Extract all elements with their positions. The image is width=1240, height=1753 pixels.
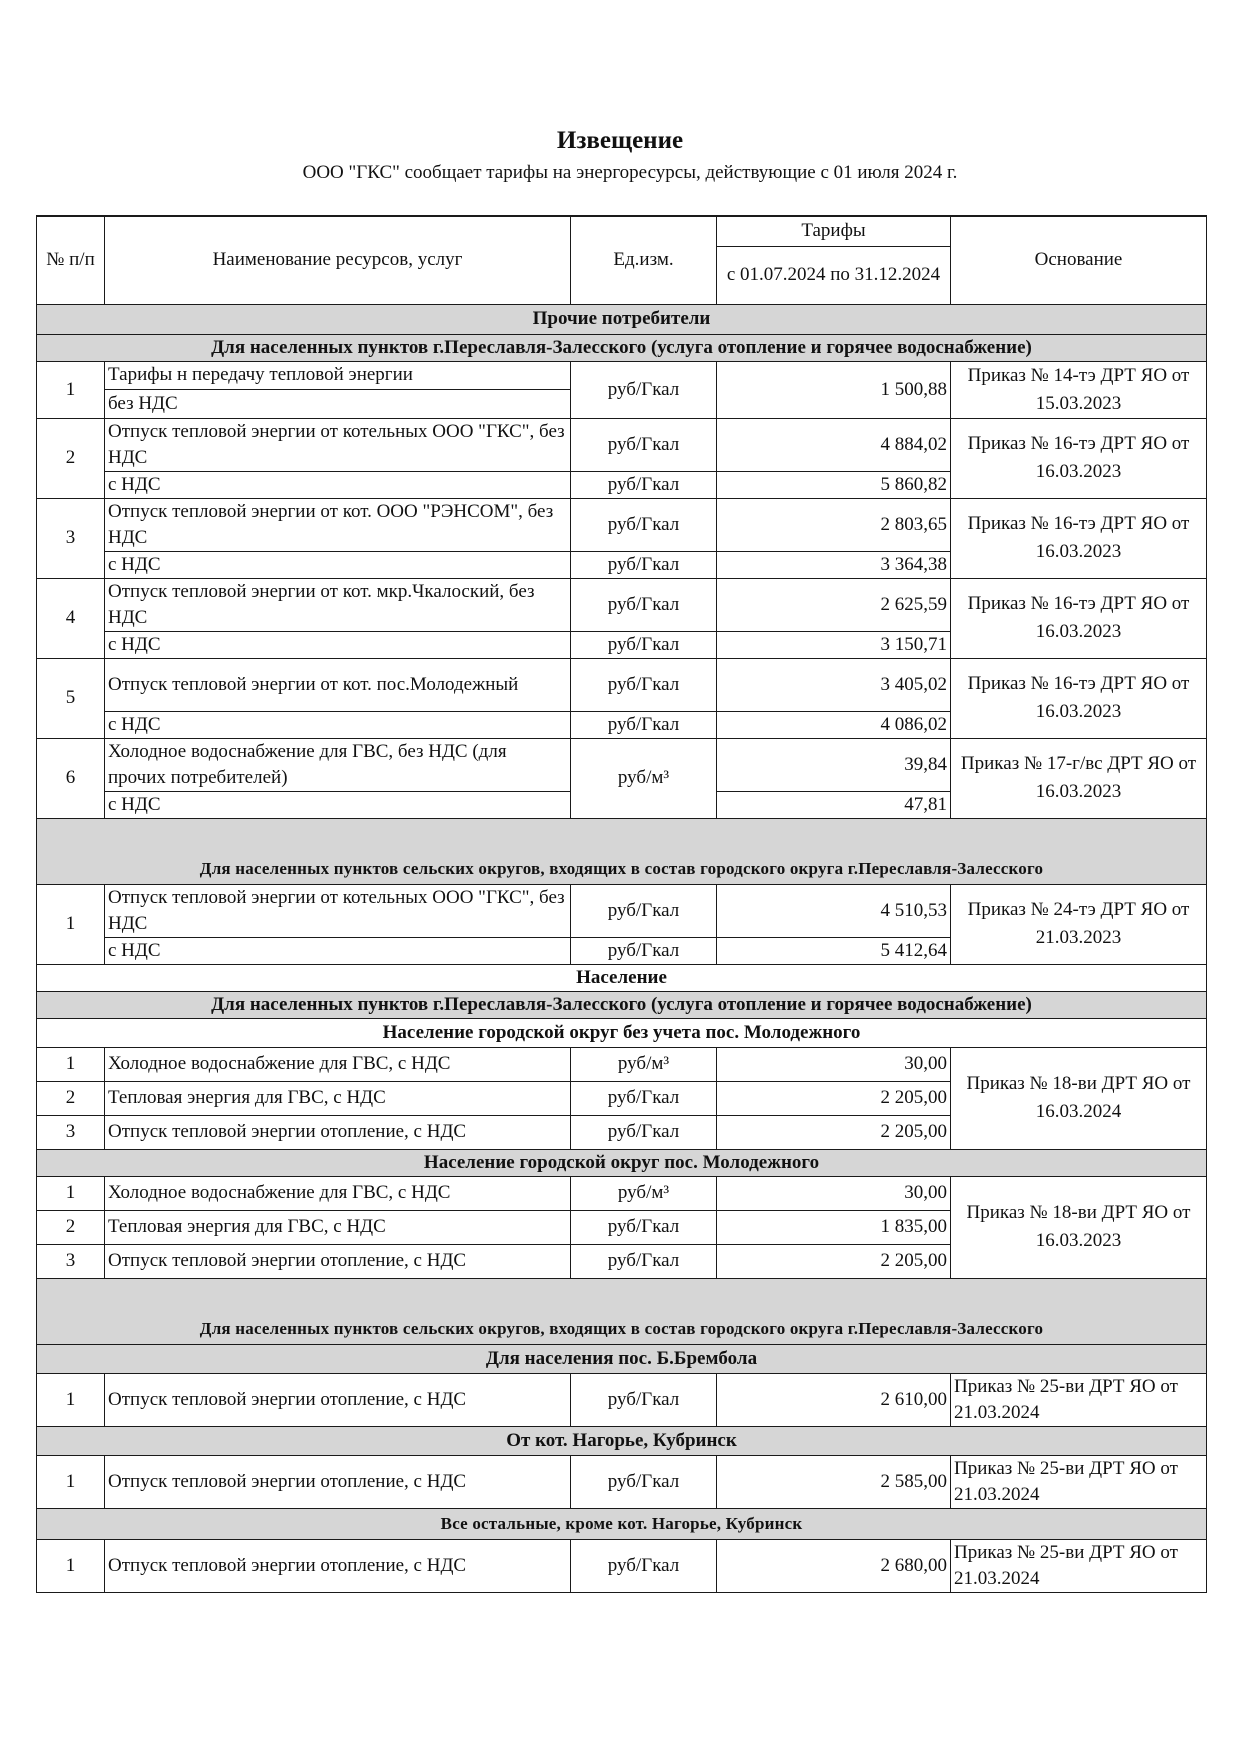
row-name: с НДС bbox=[105, 631, 571, 658]
row-num: 2 bbox=[37, 418, 105, 498]
row-name: с НДС bbox=[105, 791, 571, 818]
row-num: 1 bbox=[37, 1176, 105, 1210]
row-basis: Приказ № 16-тэ ДРТ ЯО от 16.03.2023 bbox=[951, 658, 1207, 738]
row-num: 1 bbox=[37, 1455, 105, 1508]
row-name: с НДС bbox=[105, 711, 571, 738]
row-num: 1 bbox=[37, 1047, 105, 1081]
row-unit: руб/Гкал bbox=[571, 1244, 717, 1278]
row-unit: руб/Гкал bbox=[571, 1373, 717, 1426]
row-unit: руб/Гкал bbox=[571, 1539, 717, 1592]
header-name: Наименование ресурсов, услуг bbox=[105, 216, 571, 304]
row-unit: руб/м³ bbox=[571, 1047, 717, 1081]
row-num: 6 bbox=[37, 738, 105, 818]
row-name: Холодное водоснабжение для ГВС, с НДС bbox=[105, 1047, 571, 1081]
section-row bbox=[37, 964, 1207, 991]
row-unit: руб/Гкал bbox=[571, 578, 717, 631]
section-pop-mol: Население городской округ пос. Молодежного bbox=[37, 1149, 1207, 1176]
section-rural: Для населенных пунктов сельских округов, входящих в состав городского округа г.Переславля-Залесского bbox=[37, 818, 1207, 884]
row-name: Холодное водоснабжение для ГВС, без НДС (для прочих потребителей) bbox=[105, 738, 571, 791]
row-name: Отпуск тепловой энергии от котельных ООО "ГКС", без НДС bbox=[105, 418, 571, 471]
row-name: Отпуск тепловой энергии от кот. мкр.Чкалоский, без НДС bbox=[105, 578, 571, 631]
row-basis: Приказ № 16-тэ ДРТ ЯО от 16.03.2023 bbox=[951, 498, 1207, 578]
row-value: 47,81 bbox=[717, 791, 951, 818]
row-unit: руб/Гкал bbox=[571, 884, 717, 937]
table-row bbox=[37, 361, 1207, 390]
table-row bbox=[37, 1455, 1207, 1508]
table-row bbox=[37, 1176, 1207, 1210]
row-basis: Приказ № 18-ви ДРТ ЯО от 16.03.2023 bbox=[951, 1176, 1207, 1278]
row-name: Отпуск тепловой энергии отопление, с НДС bbox=[105, 1455, 571, 1508]
table-row bbox=[37, 884, 1207, 937]
row-num: 4 bbox=[37, 578, 105, 658]
row-num: 3 bbox=[37, 498, 105, 578]
row-value: 39,84 bbox=[717, 738, 951, 791]
row-value: 2 680,00 bbox=[717, 1539, 951, 1592]
row-name: Тарифы н передачу тепловой энергии bbox=[105, 361, 571, 390]
table-row bbox=[37, 1047, 1207, 1081]
row-value: 2 205,00 bbox=[717, 1244, 951, 1278]
row-value: 4 510,53 bbox=[717, 884, 951, 937]
section-row bbox=[37, 1278, 1207, 1344]
row-value: 5 412,64 bbox=[717, 937, 951, 964]
row-num: 1 bbox=[37, 1539, 105, 1592]
row-basis: Приказ № 14-тэ ДРТ ЯО от 15.03.2023 bbox=[951, 361, 1207, 418]
row-name: с НДС bbox=[105, 551, 571, 578]
section-row bbox=[37, 1344, 1207, 1373]
row-value: 1 835,00 bbox=[717, 1210, 951, 1244]
section-row bbox=[37, 1149, 1207, 1176]
row-name: Отпуск тепловой энергии от кот. ООО "РЭНСОМ", без НДС bbox=[105, 498, 571, 551]
header-tariffs: Тарифы bbox=[717, 216, 951, 246]
table-row bbox=[37, 578, 1207, 631]
row-value: 2 610,00 bbox=[717, 1373, 951, 1426]
section-row bbox=[37, 334, 1207, 361]
row-value: 1 500,88 bbox=[717, 361, 951, 418]
row-unit: руб/Гкал bbox=[571, 418, 717, 471]
row-name: с НДС bbox=[105, 471, 571, 498]
section-row bbox=[37, 991, 1207, 1018]
row-num: 3 bbox=[37, 1244, 105, 1278]
tariff-table bbox=[36, 215, 1207, 1593]
header-unit: Ед.изм. bbox=[571, 216, 717, 304]
row-name: Тепловая энергия для ГВС, с НДС bbox=[105, 1210, 571, 1244]
section-other: Прочие потребители bbox=[37, 304, 1207, 334]
row-value: 3 405,02 bbox=[717, 658, 951, 711]
row-basis: Приказ № 25-ви ДРТ ЯО от 21.03.2024 bbox=[951, 1373, 1207, 1426]
section-population: Население bbox=[37, 964, 1207, 991]
row-num: 5 bbox=[37, 658, 105, 738]
row-unit: руб/Гкал bbox=[571, 631, 717, 658]
row-value: 2 803,65 bbox=[717, 498, 951, 551]
row-value: 30,00 bbox=[717, 1047, 951, 1081]
row-unit: руб/Гкал bbox=[571, 551, 717, 578]
header-period: с 01.07.2024 по 31.12.2024 bbox=[717, 246, 951, 304]
row-name: Отпуск тепловой энергии отопление, с НДС bbox=[105, 1115, 571, 1149]
row-num: 1 bbox=[37, 361, 105, 418]
row-unit: руб/Гкал bbox=[571, 937, 717, 964]
row-name: Отпуск тепловой энергии отопление, с НДС bbox=[105, 1373, 571, 1426]
table-row bbox=[37, 418, 1207, 471]
row-num: 3 bbox=[37, 1115, 105, 1149]
row-unit: руб/Гкал bbox=[571, 711, 717, 738]
row-value: 4 884,02 bbox=[717, 418, 951, 471]
row-basis: Приказ № 16-тэ ДРТ ЯО от 16.03.2023 bbox=[951, 418, 1207, 498]
row-unit: руб/Гкал bbox=[571, 471, 717, 498]
row-basis: Приказ № 16-тэ ДРТ ЯО от 16.03.2023 bbox=[951, 578, 1207, 658]
row-value: 2 205,00 bbox=[717, 1081, 951, 1115]
row-unit: руб/Гкал bbox=[571, 1210, 717, 1244]
header-basis: Основание bbox=[951, 216, 1207, 304]
row-basis: Приказ № 24-тэ ДРТ ЯО от 21.03.2023 bbox=[951, 884, 1207, 964]
section-row bbox=[37, 304, 1207, 334]
section-bremb: Для населения пос. Б.Брембола bbox=[37, 1344, 1207, 1373]
row-value: 3 364,38 bbox=[717, 551, 951, 578]
row-value: 2 585,00 bbox=[717, 1455, 951, 1508]
section-rural-population: Для населенных пунктов сельских округов, входящих в состав городского округа г.Переславля-Залесского bbox=[37, 1278, 1207, 1344]
row-name: Отпуск тепловой энергии отопление, с НДС bbox=[105, 1539, 571, 1592]
document-subtitle: ООО "ГКС" сообщает тарифы на энергоресурсы, действующие с 01 июля 2024 г. bbox=[302, 162, 958, 183]
row-value: 2 205,00 bbox=[717, 1115, 951, 1149]
section-city-heat-population: Для населенных пунктов г.Переславля-Залесского (услуга отопление и горячее водоснабжение) bbox=[37, 991, 1207, 1018]
row-basis: Приказ № 17-г/вс ДРТ ЯО от 16.03.2023 bbox=[951, 738, 1207, 818]
row-unit: руб/Гкал bbox=[571, 1115, 717, 1149]
table-row bbox=[37, 1373, 1207, 1426]
row-unit: руб/Гкал bbox=[571, 1081, 717, 1115]
section-city-heat: Для населенных пунктов г.Переславля-Залесского (услуга отопление и горячее водоснабжение) bbox=[37, 334, 1207, 361]
section-row bbox=[37, 1426, 1207, 1455]
row-basis: Приказ № 25-ви ДРТ ЯО от 21.03.2024 bbox=[951, 1455, 1207, 1508]
table-header-row bbox=[37, 216, 1207, 246]
row-unit: руб/Гкал bbox=[571, 1455, 717, 1508]
row-num: 1 bbox=[37, 884, 105, 964]
row-value: 4 086,02 bbox=[717, 711, 951, 738]
table-row bbox=[37, 738, 1207, 791]
section-nagorye: От кот. Нагорье, Кубринск bbox=[37, 1426, 1207, 1455]
section-row bbox=[37, 1018, 1207, 1047]
section-others-all: Все остальные, кроме кот. Нагорье, Кубринск bbox=[37, 1508, 1207, 1539]
row-basis: Приказ № 18-ви ДРТ ЯО от 16.03.2024 bbox=[951, 1047, 1207, 1149]
row-value: 2 625,59 bbox=[717, 578, 951, 631]
header-num: № п/п bbox=[37, 216, 105, 304]
table-row bbox=[37, 498, 1207, 551]
row-num: 2 bbox=[37, 1081, 105, 1115]
row-name: с НДС bbox=[105, 937, 571, 964]
section-row bbox=[37, 818, 1207, 884]
row-value: 5 860,82 bbox=[717, 471, 951, 498]
row-value: 3 150,71 bbox=[717, 631, 951, 658]
row-unit: руб/м³ bbox=[571, 1176, 717, 1210]
row-num: 1 bbox=[37, 1373, 105, 1426]
row-num: 2 bbox=[37, 1210, 105, 1244]
row-unit: руб/м³ bbox=[571, 738, 717, 818]
row-basis: Приказ № 25-ви ДРТ ЯО от 21.03.2024 bbox=[951, 1539, 1207, 1592]
row-name: Отпуск тепловой энергии от котельных ООО "ГКС", без НДС bbox=[105, 884, 571, 937]
row-unit: руб/Гкал bbox=[571, 498, 717, 551]
section-pop-excl: Население городской округ без учета пос. Молодежного bbox=[37, 1018, 1207, 1047]
row-name: без НДС bbox=[105, 390, 571, 419]
row-unit: руб/Гкал bbox=[571, 658, 717, 711]
row-name: Холодное водоснабжение для ГВС, с НДС bbox=[105, 1176, 571, 1210]
section-row bbox=[37, 1508, 1207, 1539]
row-value: 30,00 bbox=[717, 1176, 951, 1210]
table-row bbox=[37, 1539, 1207, 1592]
row-name: Отпуск тепловой энергии отопление, с НДС bbox=[105, 1244, 571, 1278]
row-name: Отпуск тепловой энергии от кот. пос.Молодежный bbox=[105, 658, 571, 711]
row-name: Тепловая энергия для ГВС, с НДС bbox=[105, 1081, 571, 1115]
table-row bbox=[37, 658, 1207, 711]
document-title: Извещение bbox=[556, 127, 684, 154]
row-unit: руб/Гкал bbox=[571, 361, 717, 418]
